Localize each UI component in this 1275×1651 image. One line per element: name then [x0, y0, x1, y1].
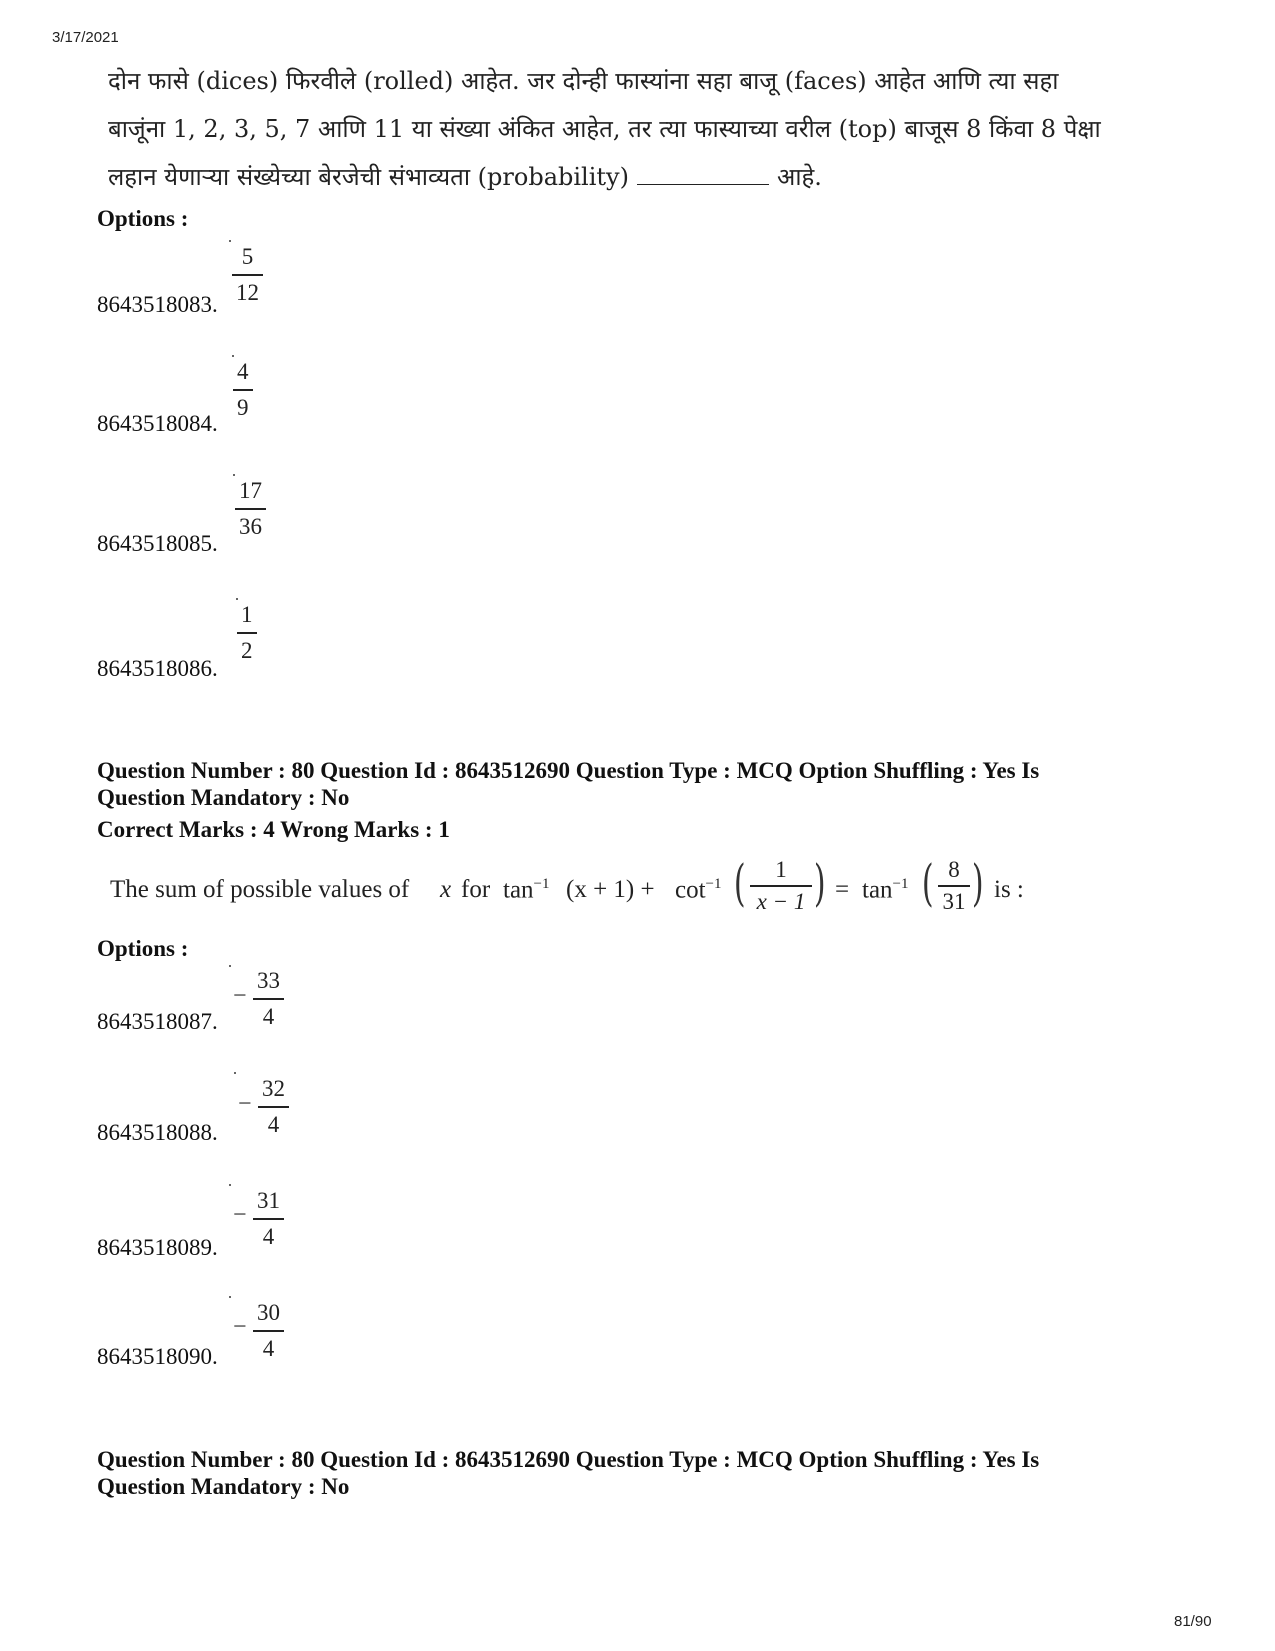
denominator: 4 [262, 1335, 275, 1361]
stem-for: for [461, 876, 491, 903]
marks-info: Correct Marks : 4 Wrong Marks : 1 [97, 817, 450, 842]
numerator: 4 [237, 359, 249, 384]
image-marker [229, 1184, 231, 1186]
option-fraction [237, 602, 257, 664]
image-marker [229, 240, 231, 242]
fraction-bar [253, 1218, 284, 1220]
question-79-line-2: बाजूंना 1, 2, 3, 5, 7 आणि 11 या संख्या अंकित आहेत, तर त्या फास्याच्या वरील (top) बाजूस 8 किंवा 8 पेक्षा [108, 115, 1101, 143]
fraction-bar [253, 998, 284, 1000]
print-date: 3/17/2021 [52, 29, 119, 46]
denominator: 2 [241, 637, 253, 663]
page-number: 81/90 [1174, 1613, 1212, 1630]
inverse-exponent: −1 [705, 876, 722, 892]
option-id: 8643518090. [97, 1344, 218, 1369]
option-id: 8643518086. [97, 656, 218, 681]
numerator: 8 [948, 857, 960, 882]
fraction-bar [938, 885, 970, 887]
tan-inverse [503, 876, 550, 904]
denominator: x − 1 [756, 888, 806, 914]
inverse-exponent: −1 [533, 876, 550, 892]
denominator: 36 [239, 513, 262, 539]
denominator: 12 [236, 279, 259, 305]
numerator: 33 [257, 968, 280, 993]
fraction-bar [253, 1330, 284, 1332]
question-79-stem [108, 60, 1138, 200]
question-80-repeat-meta [97, 1446, 1177, 1500]
numerator: 30 [257, 1300, 280, 1325]
denominator: 9 [237, 394, 249, 420]
denominator: 4 [262, 1003, 275, 1029]
options-heading: Options : [97, 936, 189, 961]
answer-blank [637, 166, 769, 185]
tan-text: tan [862, 876, 893, 904]
stem-variable: x [440, 876, 452, 903]
question-79-line-3-end: आहे. [776, 163, 822, 191]
stem-intro: The sum of possible values of [110, 876, 410, 903]
image-marker [229, 965, 231, 967]
fraction-bar [258, 1106, 289, 1108]
option-fraction [253, 968, 284, 1030]
option-id: 8643518088. [97, 1120, 218, 1145]
option-fraction [253, 1188, 284, 1250]
option-id: 8643518083. [97, 292, 218, 317]
option-id: 8643518089. [97, 1235, 218, 1260]
tan-inverse-rhs [862, 876, 909, 904]
minus-sign: − [238, 1091, 252, 1117]
numerator: 32 [262, 1076, 285, 1101]
fraction-bar [235, 508, 266, 510]
equals-sign: = [835, 876, 850, 903]
fraction-bar [233, 389, 253, 391]
question-meta-line-2: Question Mandatory : No [97, 785, 350, 810]
option-fraction [253, 1300, 284, 1362]
option-fraction [235, 478, 266, 540]
tan-text: tan [503, 876, 534, 904]
question-80-meta [97, 757, 1177, 811]
fraction-bar [750, 885, 812, 887]
numerator: 31 [257, 1188, 280, 1213]
denominator: 4 [262, 1223, 275, 1249]
image-marker [234, 1072, 236, 1074]
question-meta-line-1: Question Number : 80 Question Id : 8643512690 Question Type : MCQ Option Shuffling : Yes Is [97, 758, 1040, 783]
image-marker [236, 598, 238, 600]
stem-tail: is : [994, 876, 1024, 903]
fraction-bar [237, 632, 257, 634]
option-fraction [233, 359, 253, 421]
question-meta-line-1: Question Number : 80 Question Id : 8643512690 Question Type : MCQ Option Shuffling : Yes Is [97, 1447, 1040, 1472]
tan-argument: (x + 1) + [566, 876, 655, 903]
numerator: 1 [775, 857, 787, 882]
option-id: 8643518085. [97, 531, 218, 556]
cot-fraction [750, 858, 812, 914]
rhs-fraction [938, 858, 970, 914]
left-paren: ( [921, 854, 934, 912]
question-79-line-3 [108, 160, 822, 193]
fraction-bar [232, 274, 263, 276]
question-79-line-3-text: लहान येणाऱ्या संख्येच्या बेरजेची संभाव्यता (probability) [108, 163, 629, 191]
image-marker [229, 1296, 231, 1298]
denominator: 4 [267, 1111, 280, 1137]
numerator: 1 [241, 602, 253, 627]
numerator: 17 [239, 478, 262, 503]
minus-sign: − [233, 1314, 247, 1340]
minus-sign: − [233, 1202, 247, 1228]
image-marker [232, 355, 234, 357]
cot-inverse [675, 876, 722, 904]
numerator: 5 [241, 244, 254, 269]
options-heading: Options : [97, 206, 189, 231]
denominator: 31 [942, 888, 966, 914]
inverse-exponent: −1 [892, 876, 909, 892]
question-79-line-1: दोन फासे (dices) फिरवीले (rolled) आहेत. जर दोन्ही फास्यांना सहा बाजू (faces) आहेत आणि त्या सहा [108, 67, 1059, 95]
option-fraction [232, 244, 263, 306]
right-paren: ) [813, 854, 826, 912]
cot-text: cot [675, 876, 706, 904]
minus-sign: − [233, 983, 247, 1009]
option-id: 8643518087. [97, 1009, 218, 1034]
option-fraction [258, 1076, 289, 1138]
left-paren: ( [733, 854, 746, 912]
option-id: 8643518084. [97, 411, 218, 436]
image-marker [233, 474, 235, 476]
right-paren: ) [971, 854, 984, 912]
question-meta-line-2: Question Mandatory : No [97, 1474, 350, 1499]
